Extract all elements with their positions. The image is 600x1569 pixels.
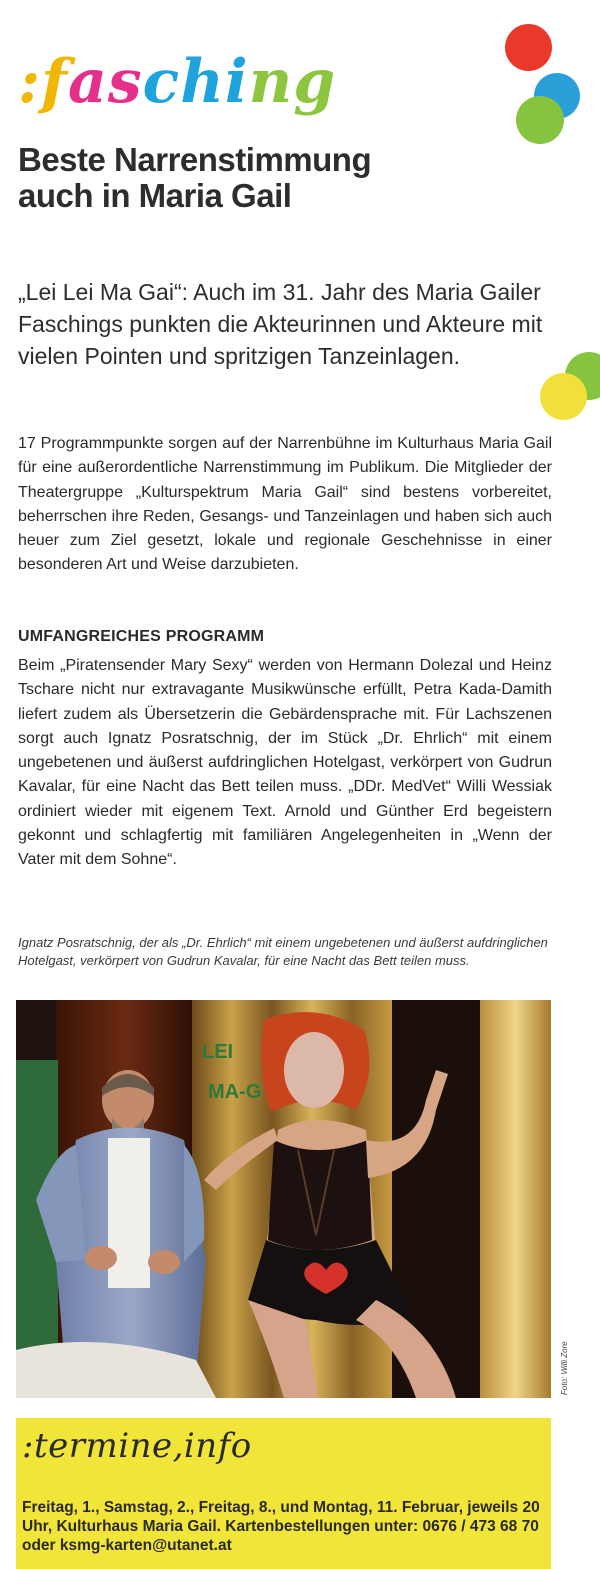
decor-dot-yellow [540,373,587,420]
section-tag-letter: h [180,47,225,117]
backdrop-lettering-line: MA-G [208,1081,262,1103]
section-tag-letter: c [142,47,181,117]
body-paragraph-2: Beim „Piratensender Mary Sexy“ werden von Hermann Dolezal und Heinz Tschare nicht nur extravagante Musikwünsche erfüllt, Petra Kada-Damith liefert zudem als Übersetzerin die Gebärdensprache mit. Für Lachszenen sorgt auch Ignatz Posratschnig, der im Stück „Dr. Ehrlich“ mit einem ungebetenen und äußerst aufdringlichen Hotelgast, verkörpert von Gudrun Kavalar, für eine Nacht das Bett teilen muss. „DDr. MedVet“ Willi Wessiak ordiniert wieder mit eigenem Text. Arnold und Günther Erd begeistern gekonnt und schlagfertig mit familiären Angelegenheiten in „Wenn der Vater mit dem Sohne“. [18,657,552,869]
backdrop-lettering-line: LEI [202,1041,234,1063]
section-tag-letter: g [293,47,337,117]
decor-dot-green [516,96,564,144]
info-box-title: :termine,info [22,1426,252,1466]
stage-photo-illustration [16,1000,551,1398]
info-box [16,1418,551,1569]
subheading: UMFANGREICHES PROGRAMM [18,628,265,645]
corset [268,1140,372,1250]
headline [18,142,498,214]
section-tag-letter: n [248,47,294,117]
gold-curtain-right [480,1000,551,1398]
body-paragraph-1: 17 Programmpunkte sorgen auf der Narrenbühne im Kulturhaus Maria Gail für eine außerordentliche Narrenstimmung im Publikum. Die Mitglieder der Theatergruppe „Kulturspektrum Maria Gail“ sind bestens vorbereitet, beherrschen ihre Reden, Gesangs- und Tanzeinlagen und haben sich auch heuer zum Ziel gesetzt, lokale und regionale Geschehnisse in einer besonderen Art und Weise darzubieten. [18,435,552,574]
photo-credit: Foto: Willi Zore [560,1341,569,1395]
headline-line-1: Beste Narrenstimmung [18,141,372,178]
section-tag-letter: f [41,47,68,117]
photo-caption: Ignatz Posratschnig, der als „Dr. Ehrlich“ mit einem ungebetenen und äußerst aufdringlichen Hotelgast, verkörpert von Gudrun Kavalar, für eine Nacht das Bett teilen muss. [18,935,548,968]
section-tag-letter: a [67,47,108,117]
section-tag [18,47,337,117]
section-tag-letter: : [18,47,42,117]
section-tag-letter: s [107,47,143,117]
section-tag-letter: i [224,47,249,117]
woman-face [284,1032,344,1108]
lead-paragraph: „Lei Lei Ma Gai“: Auch im 31. Jahr des Maria Gailer Faschings punkten die Akteurinnen und Akteure mit vielen Pointen und spritzigen Tanzeinlagen. [18,279,543,369]
decor-dot-red [505,24,552,71]
headline-line-2: auch in Maria Gail [18,177,292,214]
stage-photo [16,1000,551,1398]
info-box-text: Freitag, 1., Samstag, 2., Freitag, 8., und Montag, 11. Februar, jeweils 20 Uhr, Kulturhaus Maria Gail. Kartenbestellungen unter: 0676 / 473 68 70 oder ksmg-karten@utanet.at [22,1499,540,1554]
